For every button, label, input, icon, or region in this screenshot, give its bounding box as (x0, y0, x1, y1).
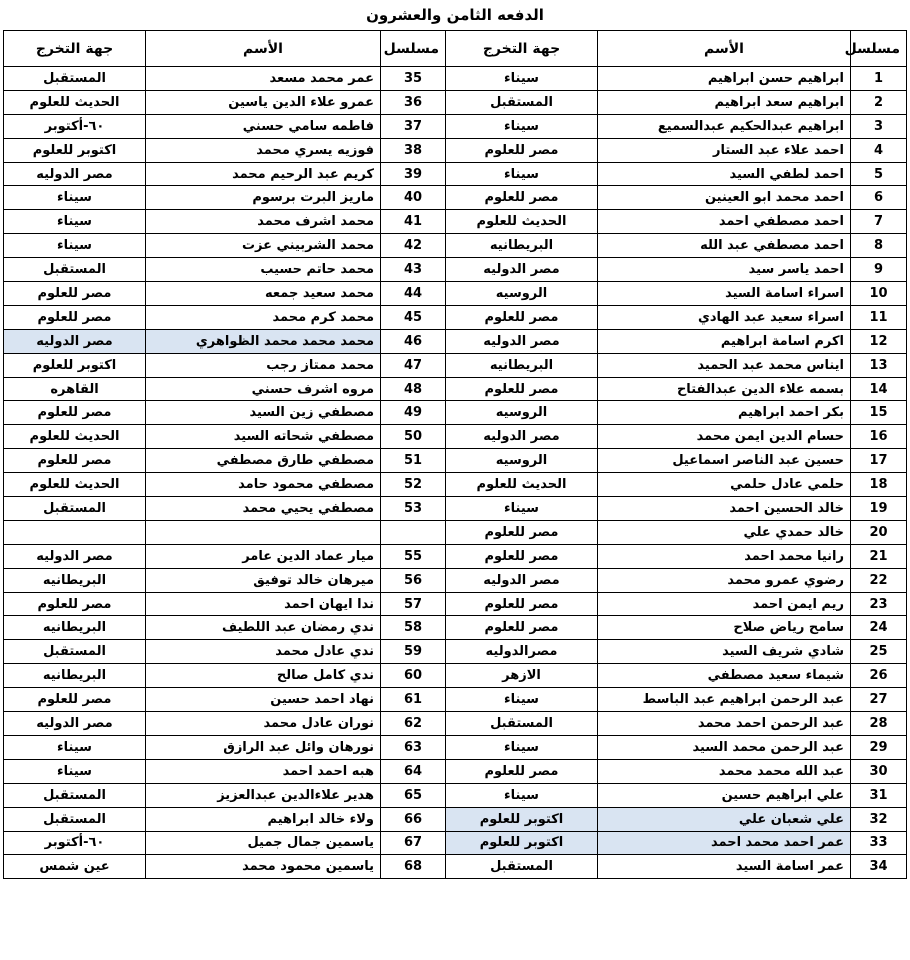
serial-cell: 60 (381, 664, 446, 688)
org-cell: البريطانيه (4, 664, 146, 688)
table-row (4, 425, 907, 449)
serial-cell: 48 (381, 377, 446, 401)
name-cell: محمد محمد محمد الظواهري (146, 329, 381, 353)
name-cell: ياسمين جمال جميل (146, 831, 381, 855)
serial-cell: 15 (851, 401, 907, 425)
serial-cell: 33 (851, 831, 907, 855)
org-cell: سيناء (4, 234, 146, 258)
header-org: جهة التخرج (4, 31, 146, 67)
serial-cell: 18 (851, 473, 907, 497)
name-cell: بكر احمد ابراهيم (598, 401, 851, 425)
name-cell: نهاد احمد حسين (146, 688, 381, 712)
serial-cell: 67 (381, 831, 446, 855)
table-row (4, 831, 907, 855)
serial-cell: 35 (381, 67, 446, 91)
serial-cell: 16 (851, 425, 907, 449)
org-cell: القاهره (4, 377, 146, 401)
name-cell: محمد الشربيني عزت (146, 234, 381, 258)
org-cell: عين شمس (4, 855, 146, 879)
serial-cell: 21 (851, 544, 907, 568)
org-cell: مصر للعلوم (446, 186, 598, 210)
table-row (4, 282, 907, 306)
name-cell: مصطفي يحيي محمد (146, 497, 381, 521)
table-row (4, 353, 907, 377)
org-cell: المستقبل (4, 640, 146, 664)
org-cell: مصر للعلوم (4, 592, 146, 616)
org-cell: الحديث للعلوم (4, 90, 146, 114)
org-cell: الحديث للعلوم (446, 210, 598, 234)
table-row (4, 497, 907, 521)
name-cell: شادي شريف السيد (598, 640, 851, 664)
name-cell: عمر اسامة السيد (598, 855, 851, 879)
org-cell: سيناء (446, 735, 598, 759)
serial-cell: 9 (851, 258, 907, 282)
table-row (4, 210, 907, 234)
name-cell: سامح رياض صلاح (598, 616, 851, 640)
name-cell: هبه احمد احمد (146, 759, 381, 783)
org-cell: المستقبل (4, 258, 146, 282)
org-cell: مصر للعلوم (446, 138, 598, 162)
serial-cell: 62 (381, 712, 446, 736)
org-cell: مصر الدوليه (446, 425, 598, 449)
serial-cell: 59 (381, 640, 446, 664)
serial-cell: 5 (851, 162, 907, 186)
serial-cell: 27 (851, 688, 907, 712)
name-cell: عمر احمد محمد احمد (598, 831, 851, 855)
serial-cell: 51 (381, 449, 446, 473)
org-cell: الحديث للعلوم (4, 425, 146, 449)
name-cell: ميرهان خالد توفيق (146, 568, 381, 592)
org-cell: مصر للعلوم (446, 592, 598, 616)
name-cell: مصطفي طارق مصطفي (146, 449, 381, 473)
serial-cell: 26 (851, 664, 907, 688)
name-cell: بسمه علاء الدين عبدالفتاح (598, 377, 851, 401)
org-cell: مصر الدوليه (446, 258, 598, 282)
header-serial: مسلسل (381, 31, 446, 67)
serial-cell: 68 (381, 855, 446, 879)
name-cell: اسراء اسامة السيد (598, 282, 851, 306)
table-row (4, 759, 907, 783)
name-cell: ندي رمضان عبد اللطيف (146, 616, 381, 640)
table-row (4, 473, 907, 497)
name-cell: ابراهيم حسن ابراهيم (598, 67, 851, 91)
serial-cell: 19 (851, 497, 907, 521)
name-cell: مصطفي زين السيد (146, 401, 381, 425)
serial-cell: 4 (851, 138, 907, 162)
org-cell: المستقبل (4, 67, 146, 91)
name-cell: علي شعبان علي (598, 807, 851, 831)
name-cell: ابراهيم عبدالحكيم عبدالسميع (598, 114, 851, 138)
name-cell: ريم ايمن احمد (598, 592, 851, 616)
serial-cell: 30 (851, 759, 907, 783)
name-cell: احمد علاء عبد الستار (598, 138, 851, 162)
name-cell: محمد حاتم حسيب (146, 258, 381, 282)
org-cell: المستقبل (446, 712, 598, 736)
org-cell: سيناء (446, 688, 598, 712)
name-cell: فوزيه يسري محمد (146, 138, 381, 162)
org-cell: المستقبل (446, 90, 598, 114)
org-cell: البريطانيه (4, 568, 146, 592)
org-cell: مصر للعلوم (446, 759, 598, 783)
table-row (4, 90, 907, 114)
serial-cell: 23 (851, 592, 907, 616)
serial-cell: 31 (851, 783, 907, 807)
org-cell: سيناء (446, 783, 598, 807)
org-cell: مصر للعلوم (446, 616, 598, 640)
org-cell: سيناء (446, 497, 598, 521)
name-cell: احمد محمد ابو العينين (598, 186, 851, 210)
name-cell: اكرم اسامة ابراهيم (598, 329, 851, 353)
serial-cell: 17 (851, 449, 907, 473)
name-cell (146, 520, 381, 544)
header-name: الأسم (598, 31, 851, 67)
serial-cell: 49 (381, 401, 446, 425)
serial-cell: 52 (381, 473, 446, 497)
org-cell: الروسيه (446, 401, 598, 425)
name-cell: ماريز البرت برسوم (146, 186, 381, 210)
serial-cell: 42 (381, 234, 446, 258)
header-name: الأسم (146, 31, 381, 67)
serial-cell: 38 (381, 138, 446, 162)
name-cell: ميار عماد الدين عامر (146, 544, 381, 568)
serial-cell: 40 (381, 186, 446, 210)
name-cell: عبد الله محمد محمد (598, 759, 851, 783)
name-cell: ابراهيم سعد ابراهيم (598, 90, 851, 114)
serial-cell: 63 (381, 735, 446, 759)
org-cell: مصر للعلوم (4, 282, 146, 306)
name-cell: كريم عبد الرحيم محمد (146, 162, 381, 186)
serial-cell: 57 (381, 592, 446, 616)
name-cell: احمد مصطفي عبد الله (598, 234, 851, 258)
org-cell: ٦٠-أكتوبر (4, 114, 146, 138)
table-header-row (4, 31, 907, 67)
org-cell: سيناء (446, 114, 598, 138)
serial-cell: 50 (381, 425, 446, 449)
org-cell: مصرالدوليه (446, 640, 598, 664)
table-row (4, 377, 907, 401)
org-cell: مصر للعلوم (4, 401, 146, 425)
serial-cell: 44 (381, 282, 446, 306)
org-cell: الازهر (446, 664, 598, 688)
serial-cell: 65 (381, 783, 446, 807)
serial-cell: 11 (851, 305, 907, 329)
org-cell: مصر الدوليه (4, 329, 146, 353)
table-row (4, 640, 907, 664)
table-row (4, 544, 907, 568)
table-row (4, 162, 907, 186)
name-cell: ولاء خالد ابراهيم (146, 807, 381, 831)
serial-cell: 36 (381, 90, 446, 114)
serial-cell: 32 (851, 807, 907, 831)
org-cell: اكتوبر للعلوم (4, 138, 146, 162)
serial-cell: 8 (851, 234, 907, 258)
serial-cell: 46 (381, 329, 446, 353)
table-row (4, 258, 907, 282)
serial-cell: 7 (851, 210, 907, 234)
org-cell: سيناء (4, 186, 146, 210)
serial-cell: 45 (381, 305, 446, 329)
name-cell: رانيا محمد احمد (598, 544, 851, 568)
org-cell: مصر للعلوم (446, 544, 598, 568)
table-row (4, 783, 907, 807)
serial-cell: 61 (381, 688, 446, 712)
serial-cell: 10 (851, 282, 907, 306)
name-cell: خالد الحسين احمد (598, 497, 851, 521)
org-cell: مصر للعلوم (4, 449, 146, 473)
table-row (4, 688, 907, 712)
org-cell: سيناء (4, 210, 146, 234)
serial-cell: 24 (851, 616, 907, 640)
table-row (4, 401, 907, 425)
serial-cell: 58 (381, 616, 446, 640)
serial-cell: 29 (851, 735, 907, 759)
name-cell: ايناس محمد عبد الحميد (598, 353, 851, 377)
org-cell: سيناء (446, 67, 598, 91)
graduates-table (3, 30, 907, 879)
name-cell: نوران عادل محمد (146, 712, 381, 736)
name-cell: عمر محمد مسعد (146, 67, 381, 91)
name-cell: ندا ايهان احمد (146, 592, 381, 616)
name-cell: حسين عبد الناصر اسماعيل (598, 449, 851, 473)
name-cell: اسراء سعيد عبد الهادي (598, 305, 851, 329)
org-cell: مصر للعلوم (446, 520, 598, 544)
org-cell: الحديث للعلوم (446, 473, 598, 497)
org-cell: مصر للعلوم (4, 305, 146, 329)
name-cell: محمد كرم محمد (146, 305, 381, 329)
table-row (4, 186, 907, 210)
name-cell: فاطمه سامي حسني (146, 114, 381, 138)
name-cell: مروه اشرف حسني (146, 377, 381, 401)
org-cell: الحديث للعلوم (4, 473, 146, 497)
table-row (4, 449, 907, 473)
serial-cell: 22 (851, 568, 907, 592)
org-cell: الروسيه (446, 282, 598, 306)
serial-cell: 2 (851, 90, 907, 114)
org-cell: سيناء (4, 759, 146, 783)
table-row (4, 664, 907, 688)
table-row (4, 138, 907, 162)
serial-cell (381, 520, 446, 544)
org-cell: اكتوبر للعلوم (446, 807, 598, 831)
serial-cell: 3 (851, 114, 907, 138)
table-row (4, 305, 907, 329)
serial-cell: 6 (851, 186, 907, 210)
name-cell: عبد الرحمن ابراهيم عبد الباسط (598, 688, 851, 712)
serial-cell: 64 (381, 759, 446, 783)
name-cell: علي ابراهيم حسين (598, 783, 851, 807)
name-cell: ندي عادل محمد (146, 640, 381, 664)
name-cell: مصطفي محمود حامد (146, 473, 381, 497)
table-row (4, 67, 907, 91)
table-row (4, 114, 907, 138)
name-cell: حسام الدين ايمن محمد (598, 425, 851, 449)
serial-cell: 34 (851, 855, 907, 879)
org-cell: البريطانيه (446, 353, 598, 377)
org-cell: سيناء (446, 162, 598, 186)
org-cell: مصر الدوليه (4, 162, 146, 186)
name-cell: خالد حمدي علي (598, 520, 851, 544)
name-cell: حلمي عادل حلمي (598, 473, 851, 497)
org-cell: مصر للعلوم (446, 377, 598, 401)
table-row (4, 520, 907, 544)
name-cell: شيماء سعيد مصطفي (598, 664, 851, 688)
table-row (4, 234, 907, 258)
serial-cell: 56 (381, 568, 446, 592)
name-cell: ياسمين محمود محمد (146, 855, 381, 879)
serial-cell: 20 (851, 520, 907, 544)
name-cell: احمد مصطفي احمد (598, 210, 851, 234)
org-cell: الروسيه (446, 449, 598, 473)
name-cell: هدير علاءالدين عبدالعزيز (146, 783, 381, 807)
org-cell: المستقبل (4, 807, 146, 831)
name-cell: مصطفي شحاته السيد (146, 425, 381, 449)
org-cell: سيناء (4, 735, 146, 759)
name-cell: احمد ياسر سيد (598, 258, 851, 282)
serial-cell: 66 (381, 807, 446, 831)
org-cell: مصر الدوليه (4, 544, 146, 568)
table-row (4, 855, 907, 879)
serial-cell: 25 (851, 640, 907, 664)
page-title: الدفعه الثامن والعشرون (366, 6, 544, 24)
name-cell: نورهان وائل عبد الرازق (146, 735, 381, 759)
name-cell: عمرو علاء الدين ياسين (146, 90, 381, 114)
table-row (4, 592, 907, 616)
serial-cell: 55 (381, 544, 446, 568)
serial-cell: 41 (381, 210, 446, 234)
org-cell: مصر الدوليه (446, 568, 598, 592)
org-cell: مصر الدوليه (4, 712, 146, 736)
org-cell: مصر الدوليه (446, 329, 598, 353)
serial-cell: 28 (851, 712, 907, 736)
header-org: جهة التخرج (446, 31, 598, 67)
org-cell: المستقبل (4, 497, 146, 521)
serial-cell: 14 (851, 377, 907, 401)
table-body (4, 67, 907, 879)
name-cell: محمد ممتاز رجب (146, 353, 381, 377)
org-cell: مصر للعلوم (446, 305, 598, 329)
org-cell: اكتوبر للعلوم (4, 353, 146, 377)
org-cell: البريطانيه (446, 234, 598, 258)
name-cell: محمد اشرف محمد (146, 210, 381, 234)
table-row (4, 735, 907, 759)
table-row (4, 712, 907, 736)
header-serial: مسلسل (851, 31, 907, 67)
org-cell: اكتوبر للعلوم (446, 831, 598, 855)
name-cell: رضوي عمرو محمد (598, 568, 851, 592)
name-cell: عبد الرحمن احمد محمد (598, 712, 851, 736)
serial-cell: 37 (381, 114, 446, 138)
serial-cell: 39 (381, 162, 446, 186)
name-cell: ندي كامل صالح (146, 664, 381, 688)
org-cell: المستقبل (446, 855, 598, 879)
name-cell: محمد سعيد جمعه (146, 282, 381, 306)
org-cell: مصر للعلوم (4, 688, 146, 712)
serial-cell: 53 (381, 497, 446, 521)
org-cell (4, 520, 146, 544)
name-cell: احمد لطفي السيد (598, 162, 851, 186)
table-row (4, 329, 907, 353)
name-cell: عبد الرحمن محمد السيد (598, 735, 851, 759)
serial-cell: 12 (851, 329, 907, 353)
org-cell: ٦٠-أكتوبر (4, 831, 146, 855)
serial-cell: 1 (851, 67, 907, 91)
table-row (4, 807, 907, 831)
serial-cell: 47 (381, 353, 446, 377)
serial-cell: 13 (851, 353, 907, 377)
org-cell: المستقبل (4, 783, 146, 807)
org-cell: البريطانيه (4, 616, 146, 640)
table-row (4, 568, 907, 592)
serial-cell: 43 (381, 258, 446, 282)
table-row (4, 616, 907, 640)
